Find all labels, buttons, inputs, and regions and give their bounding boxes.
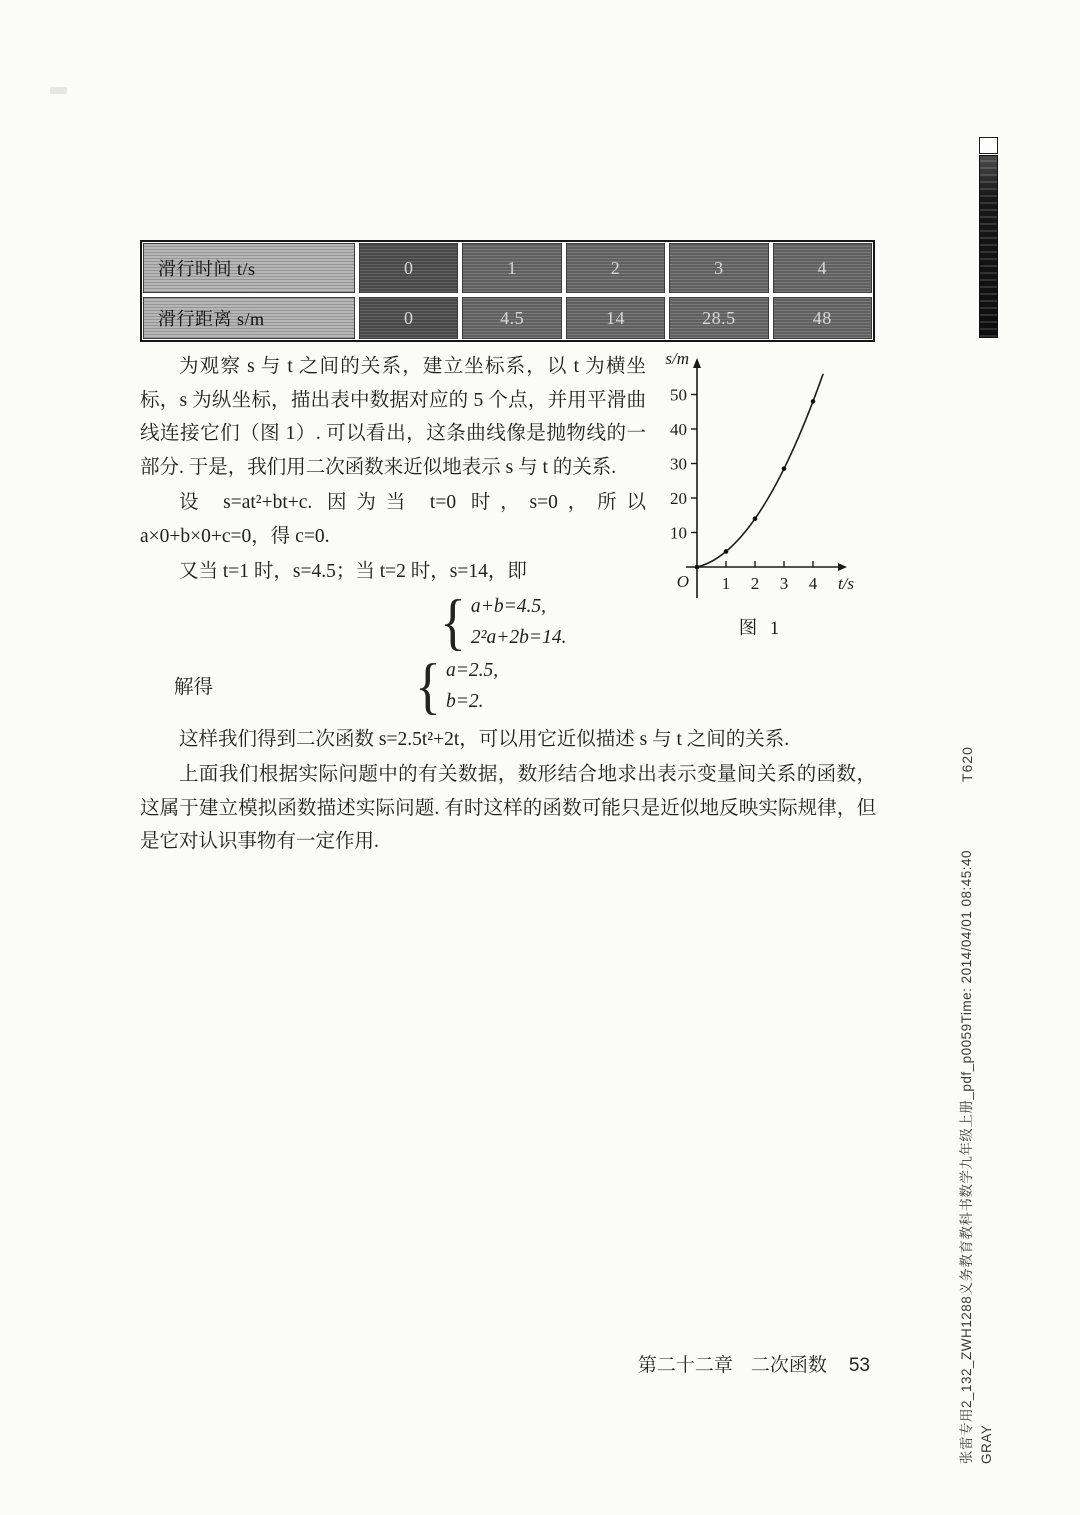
page-footer <box>140 1350 876 1377</box>
table-cell: 2 <box>566 243 665 293</box>
x-tick-label: 4 <box>808 574 818 593</box>
origin-label: O <box>676 572 689 591</box>
table-cell: 14 <box>566 297 665 339</box>
table-cell: 48 <box>773 297 872 339</box>
scan-meta-line: 张雷专用2_132_ZWH1288义务教育教科书数学九年级上册_pdf_p0059Time: 2014/04/01 08:45:40 <box>959 849 974 1464</box>
table-row-label-time: 滑行时间 t/s <box>143 243 355 293</box>
table-cell: 4 <box>773 243 872 293</box>
equation-system-1 <box>440 587 646 656</box>
y-axis-label: s/m <box>665 350 689 368</box>
equation-line: b=2. <box>445 690 484 712</box>
paragraph-result: 这样我们得到二次函数 s=2.5t²+2t，可以用它近似描述 s 与 t 之间的关系. <box>179 728 790 750</box>
table-cell: 3 <box>669 243 768 293</box>
footer-chapter: 第二十二章 <box>637 1355 733 1376</box>
text-column <box>140 350 646 720</box>
data-point <box>782 466 787 471</box>
left-brace: { <box>440 587 466 656</box>
figure-caption: 图 1 <box>738 619 784 639</box>
calibration-white-box <box>979 137 998 154</box>
equation-system-2 <box>415 651 499 720</box>
table-cell: 0 <box>359 297 458 339</box>
paragraph-setup: 设 s=at²+bt+c. 因为当 t=0 时，s=0，所以 a×0+b×0+c=0，得 c=0. <box>140 492 646 547</box>
table-cell: 1 <box>462 243 561 293</box>
y-axis-arrow <box>693 358 701 368</box>
page-content <box>140 350 876 859</box>
paragraph-conclusion: 上面我们根据实际问题中的有关数据，数形结合地求出表示变量间关系的函数，这属于建立模拟函数描述实际问题. 有时这样的函数可能只是近似地反映实际规律，但是它对认识事物有一定作用. <box>140 764 876 852</box>
left-brace: { <box>415 651 441 720</box>
table-cell: 0 <box>359 243 458 293</box>
footer-page-number: 53 <box>848 1355 870 1376</box>
y-tick-label: 30 <box>670 454 687 474</box>
calibration-black-bar <box>979 155 998 338</box>
paragraph-observe: 为观察 s 与 t 之间的关系，建立坐标系，以 t 为横坐标，s 为纵坐标，描出表中数据对应的 5 个点，并用平滑曲线连接它们（图 1）. 可以看出，这条曲线像是抛物线的一部分. 于是，我们用二次函数来近似地表示 s 与 t 的关系. <box>140 356 646 478</box>
x-tick-label: 2 <box>750 574 760 593</box>
table-row-label-distance: 滑行距离 s/m <box>143 297 355 339</box>
paragraph-substitute: 又当 t=1 时，s=4.5；当 t=2 时，s=14，即 <box>179 561 527 582</box>
data-point <box>753 516 758 521</box>
side-code: T620 <box>959 746 975 782</box>
data-point <box>811 399 816 404</box>
x-axis-label: t/s <box>837 574 854 593</box>
solution-row <box>140 651 646 720</box>
data-point <box>695 565 700 570</box>
equation-line: 2²a+2b=14. <box>470 626 567 648</box>
y-tick-label: 50 <box>670 385 687 405</box>
scan-smudge <box>50 87 67 94</box>
y-tick-label: 20 <box>670 489 687 508</box>
y-tick-label: 10 <box>670 523 687 543</box>
data-point <box>724 549 729 554</box>
calibration-strip <box>979 137 998 338</box>
glide-data-table <box>140 240 875 342</box>
equation-line: a=2.5, <box>445 659 499 681</box>
table-cell: 4.5 <box>462 297 561 339</box>
scan-gray-label: GRAY <box>979 1424 994 1464</box>
footer-section: 二次函数 <box>750 1355 827 1376</box>
x-axis-arrow <box>838 563 847 571</box>
solve-label: 解得 <box>174 676 214 698</box>
curve-path <box>697 374 823 567</box>
equation-line: a+b=4.5, <box>470 595 546 617</box>
x-tick-label: 1 <box>721 574 731 593</box>
figure-1 <box>646 350 876 717</box>
figure1-plot <box>646 350 876 612</box>
side-scan-metadata <box>957 809 997 1464</box>
y-tick-label: 40 <box>670 420 687 439</box>
table-cell: 28.5 <box>669 297 768 339</box>
x-tick-label: 3 <box>779 574 789 593</box>
